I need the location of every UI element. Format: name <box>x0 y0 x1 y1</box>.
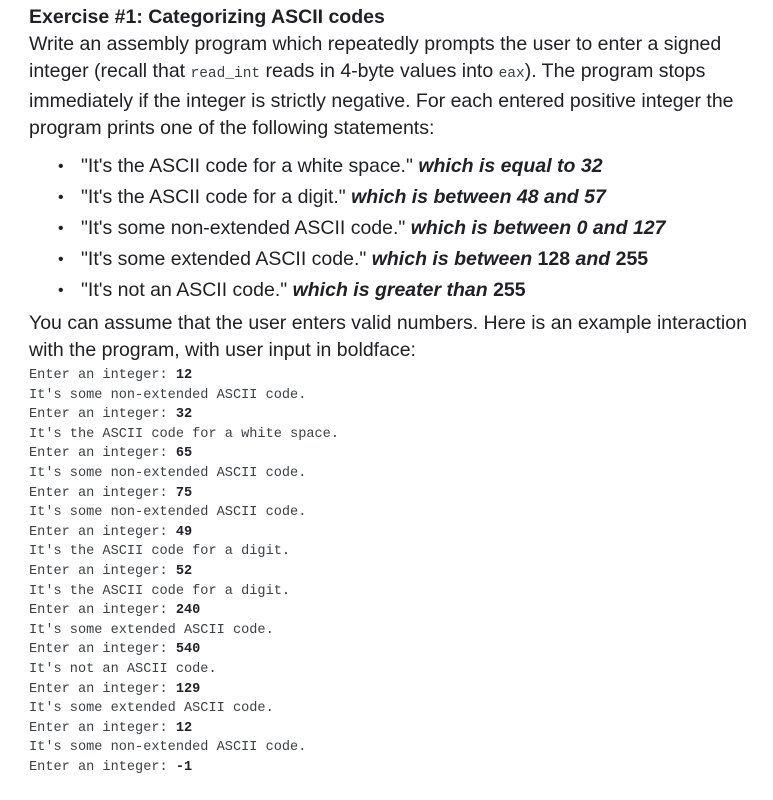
inline-code-eax: eax <box>498 66 525 82</box>
user-input: 240 <box>175 603 201 619</box>
condition-text: which is between <box>366 248 538 270</box>
transcript-line <box>29 523 759 543</box>
statement-item <box>29 213 759 244</box>
intro-text-1: Write an assembly program which repeatedly prompts the user to enter a signed integer (recall that <box>29 33 722 82</box>
transcript-line <box>29 405 759 425</box>
program-output: Enter an integer: <box>29 446 176 462</box>
intro-text-2: reads in 4-byte values into <box>260 60 499 82</box>
program-output: Enter an integer: <box>29 603 176 619</box>
user-input: 540 <box>175 642 201 658</box>
condition-number: 48 <box>516 186 539 208</box>
intro-text-3: ). The program stops immediately if the integer is strictly negative. For each entered positive integer the program prints one of the following statements: <box>29 60 734 139</box>
program-output: It's the ASCII code for a digit. <box>29 583 291 599</box>
bullet-dot-icon: • <box>58 282 64 299</box>
condition-number: 128 <box>537 248 571 270</box>
user-input: 52 <box>175 563 193 579</box>
transcript-line <box>29 366 759 386</box>
bullet-dot-icon: • <box>58 158 64 175</box>
condition-number: 57 <box>584 186 606 208</box>
bullet-dot-icon: • <box>58 251 64 268</box>
user-input: 32 <box>175 407 193 423</box>
exercise-title: Exercise #1: Categorizing ASCII codes <box>29 6 385 28</box>
statement-item <box>29 182 759 213</box>
program-output: It's some non-extended ASCII code. <box>29 387 307 403</box>
transcript-line <box>29 484 759 504</box>
program-output: Enter an integer: <box>29 759 176 775</box>
statement-quote: "It's not an ASCII code." <box>81 279 288 301</box>
transcript-line <box>29 582 759 602</box>
statement-quote: "It's some extended ASCII code." <box>81 248 367 270</box>
program-output: It's some extended ASCII code. <box>29 622 274 638</box>
statement-item <box>29 275 759 306</box>
statement-condition <box>413 155 603 177</box>
user-input: 75 <box>175 485 193 501</box>
transcript-line <box>29 503 759 523</box>
program-output: Enter an integer: <box>29 720 176 736</box>
transcript-line <box>29 444 759 464</box>
transcript-line <box>29 680 759 700</box>
transcript-line <box>29 542 759 562</box>
user-input: 129 <box>175 681 201 697</box>
user-input: 12 <box>175 720 193 736</box>
transcript-line <box>29 386 759 406</box>
user-input: -1 <box>175 759 193 775</box>
condition-number: 255 <box>615 248 649 270</box>
condition-text: and <box>570 248 616 270</box>
program-output: It's some non-extended ASCII code. <box>29 465 307 481</box>
program-output: It's the ASCII code for a white space. <box>29 426 339 442</box>
condition-text: and <box>587 217 633 239</box>
statement-item <box>29 244 759 275</box>
transcript-line <box>29 758 759 778</box>
condition-number: 32 <box>580 155 603 177</box>
statement-list <box>29 151 759 306</box>
transcript-line <box>29 738 759 758</box>
program-output: Enter an integer: <box>29 524 176 540</box>
program-output: It's some non-extended ASCII code. <box>29 505 307 521</box>
program-output: It's not an ASCII code. <box>29 661 217 677</box>
condition-number: 0 <box>576 217 588 239</box>
statement-quote: "It's the ASCII code for a digit." <box>81 186 346 208</box>
exercise-document <box>29 4 759 777</box>
statement-item <box>29 151 759 182</box>
statement-condition <box>405 217 665 239</box>
transcript-line <box>29 601 759 621</box>
program-output: Enter an integer: <box>29 368 176 383</box>
bullet-dot-icon: • <box>58 220 64 237</box>
program-output: Enter an integer: <box>29 563 176 579</box>
condition-number: 127 <box>632 217 666 239</box>
program-output: It's some non-extended ASCII code. <box>29 740 307 756</box>
statement-condition <box>366 248 648 270</box>
transcript-line <box>29 640 759 660</box>
statement-quote: "It's the ASCII code for a white space." <box>81 155 413 177</box>
example-intro: You can assume that the user enters valid numbers. Here is an example interaction with the program, with user input in boldface: <box>29 312 747 361</box>
program-output: It's the ASCII code for a digit. <box>29 544 291 560</box>
inline-code-read-int: read_int <box>190 66 261 82</box>
condition-text: which is between <box>405 217 577 239</box>
program-output: Enter an integer: <box>29 642 176 658</box>
statement-condition <box>287 279 525 301</box>
transcript-line <box>29 425 759 445</box>
program-output: It's some extended ASCII code. <box>29 701 274 717</box>
user-input: 49 <box>175 524 193 540</box>
transcript-line <box>29 719 759 739</box>
transcript-line <box>29 562 759 582</box>
exercise-intro <box>29 31 759 142</box>
transcript-line <box>29 464 759 484</box>
user-input: 12 <box>175 368 193 383</box>
transcript-line <box>29 699 759 719</box>
condition-number: 255 <box>493 279 526 301</box>
program-output: Enter an integer: <box>29 407 176 423</box>
user-input: 65 <box>175 446 193 462</box>
example-transcript <box>29 366 759 777</box>
bullet-dot-icon: • <box>58 189 64 206</box>
condition-text: which is greater than <box>287 279 494 301</box>
statement-condition <box>346 186 606 208</box>
transcript-line <box>29 621 759 641</box>
statement-quote: "It's some non-extended ASCII code." <box>81 217 406 239</box>
transcript-line <box>29 660 759 680</box>
program-output: Enter an integer: <box>29 485 176 501</box>
program-output: Enter an integer: <box>29 681 176 697</box>
condition-text: which is equal to <box>412 155 581 177</box>
condition-text: and <box>538 186 585 208</box>
condition-text: which is between <box>345 186 517 208</box>
